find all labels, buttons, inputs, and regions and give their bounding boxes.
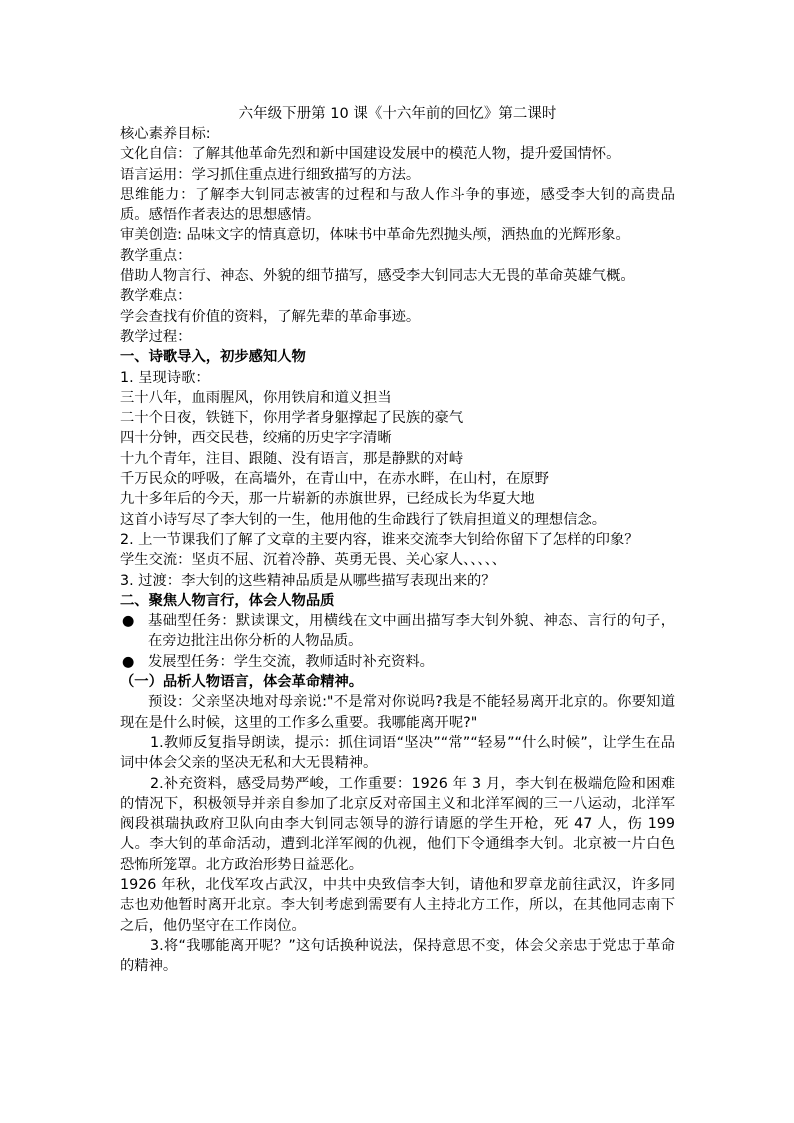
poem-line-6: 九十多年后的今天，那一片崭新的赤旗世界，已经成长为华夏大地 — [120, 491, 535, 508]
step3-text: 3. 过渡：李大钊的这些精神品质是从哪些描写表现出来的？ — [120, 572, 496, 589]
goal-language: 语言运用：学习抓住重点进行细致描写的方法。 — [120, 166, 421, 183]
document-page — [120, 104, 675, 976]
poem-line-5: 千万民众的呼吸，在高墙外，在青山中，在赤水畔，在山村，在原野 — [120, 471, 549, 488]
bullet-icon: ● — [122, 613, 135, 630]
process-heading: 教学过程： — [120, 328, 192, 345]
key-point-text: 借助人物言行、神态、外貌的细节描写，感受李大钊同志大无畏的革命英雄气概。 — [120, 268, 635, 285]
poem-line-4: 十九个青年，注目、跟随、没有语言，那是静默的对峙 — [120, 450, 464, 467]
basic-task-text: 基础型任务：默读课文，用横线在文中画出描写李大钊外貌、神态、言行的句子，在旁边批注出你分析的人物品质。 — [148, 613, 675, 650]
item1-paragraph: 1.教师反复指导朗读，提示：抓住词语“坚决”“常”“轻易”“什么时候”，让学生在品词中体会父亲的坚决无私和大无畏精神。 — [120, 734, 675, 772]
item3-paragraph: 3.将“我哪能离开呢？”这句话换种说法，保持意思不变，体会父亲忠于党忠于革命的精神。 — [120, 937, 675, 975]
development-task-text: 发展型任务：学生交流，教师适时补充资料。 — [148, 653, 434, 670]
poem-line-1: 三十八年，血雨腥风，你用铁肩和道义担当 — [120, 389, 392, 406]
key-point-heading: 教学重点： — [120, 247, 192, 264]
preset-paragraph: 预设：父亲坚决地对母亲说:"不是常对你说吗?我是不能轻易离开北京的。你要知道现在是什么时候，这里的工作多么重要。我哪能离开呢?" — [120, 694, 675, 731]
goals-heading: 核心素养目标: — [120, 126, 211, 142]
student-exchange: 学生交流：坚贞不屈、沉着冷静、英勇无畏、关心家人、、、、、 — [120, 552, 507, 569]
difficulty-heading: 教学难点： — [120, 288, 192, 305]
subsection1-heading: （一）品析人物语言，体会革命精神。 — [120, 674, 364, 691]
lesson-title: 六年级下册第 10 课《十六年前的回忆》第二课时 — [238, 106, 557, 122]
bullet-icon: ● — [122, 653, 135, 670]
poem-line-2: 二十个日夜，铁链下，你用学者身躯撑起了民族的豪气 — [120, 410, 464, 427]
section2-heading: 二、聚焦人物言行，体会人物品质 — [120, 592, 335, 609]
paragraph-1926: 1926 年秋，北伐军攻占武汉，中共中央致信李大钊，请他和罗章龙前往武汉，许多同志也劝他暂时离开北京。李大钊考虑到需要有人主持北方工作，所以，在其他同志南下之后，他仍坚守在工作岗位。 — [120, 876, 675, 934]
poem-line-3: 四十分钟，西交民巷，绞痛的历史字字清晰 — [120, 430, 392, 447]
goal-aesthetic: 审美创造: 品味文字的情真意切，体味书中革命先烈抛头颅，洒热血的光辉形象。 — [120, 227, 630, 244]
bullet-development-task — [120, 652, 675, 672]
goal-culture: 文化自信：了解其他革命先烈和新中国建设发展中的模范人物，提升爱国情怀。 — [120, 146, 621, 163]
bullet-basic-task — [120, 611, 675, 652]
item2-paragraph: 2.补充资料，感受局势严峻，工作重要：1926 年 3 月，李大钊在极端危险和困难的情况下，积极领导并亲自参加了北京反对帝国主义和北洋军阀的三一八运动，北洋军阀段祺瑞执政府卫队向由李大钊同志领导的游行请愿的学生开枪，死 47 人，伤 199 人。李大钊的革命活动，遭到北洋军阀的仇视，他们下令通缉李大钊。北京被一片白色恐怖所笼罩。北方政治形势日益恶化。 — [120, 775, 675, 873]
difficulty-text: 学会查找有价值的资料，了解先辈的革命事迹。 — [120, 308, 421, 325]
goal-thinking: 思维能力：了解李大钊同志被害的过程和与敌人作斗争的事迹，感受李大钊的高贵品质。感悟作者表达的思想感情。 — [120, 186, 675, 224]
step2-text: 2. 上一节课我们了解了文章的主要内容，谁来交流李大钊给你留下了怎样的印象？ — [120, 531, 639, 548]
section1-heading: 一、诗歌导入，初步感知人物 — [120, 349, 306, 366]
step1-text: 1. 呈现诗歌： — [120, 369, 210, 386]
poem-summary: 这首小诗写尽了李大钊的一生，他用他的生命践行了铁肩担道义的理想信念。 — [120, 511, 607, 528]
